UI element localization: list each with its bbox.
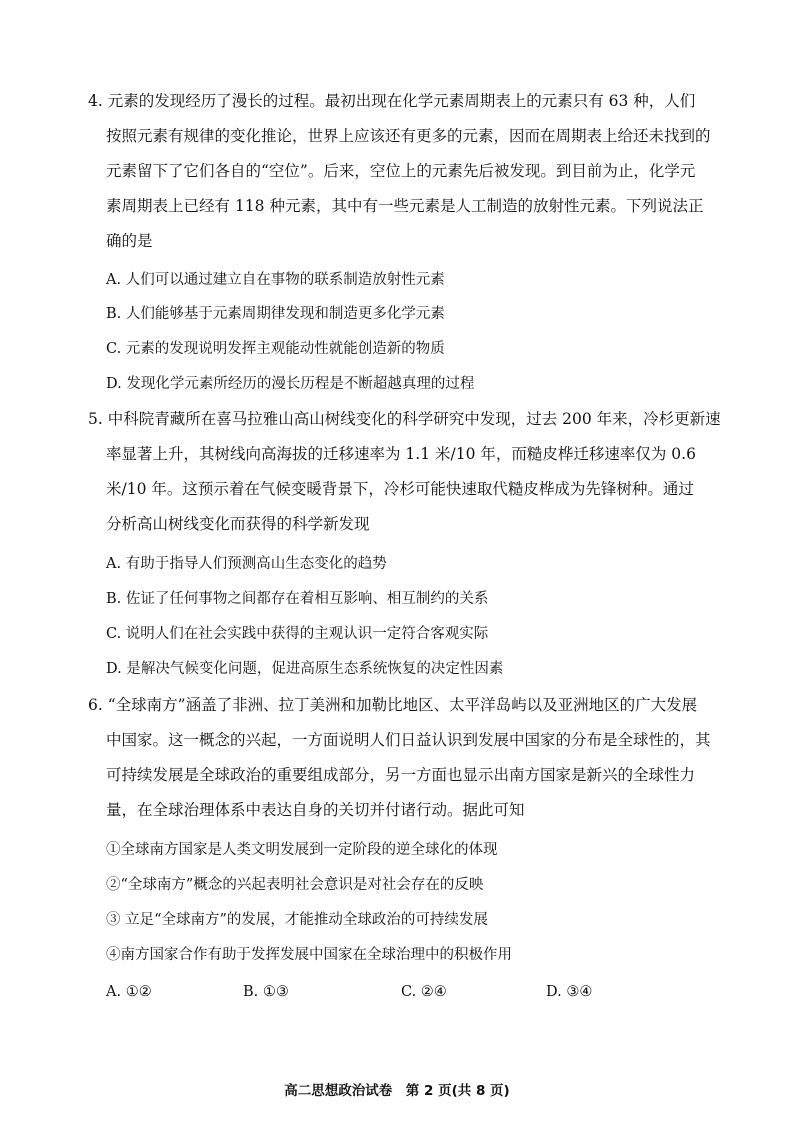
q6-choice-a: A. ①② <box>106 984 152 1000</box>
q6-choice-c: C. ②④ <box>401 984 447 1000</box>
q6-statement-4: ④南方国家合作有助于发挥发展中国家在全球治理中的积极作用 <box>106 947 512 963</box>
page-footer: 高二思想政治试卷 第 2 页(共 8 页) <box>284 1083 510 1099</box>
q6-line-2: 中国家。这一概念的兴起，一方面说明人们日益认识到发展中国家的分布是全球性的，其 <box>106 731 711 749</box>
q5-option-a: A. 有助于指导人们预测高山生态变化的趋势 <box>106 556 387 572</box>
q6-line-3: 可持续发展是全球政治的重要组成部分，另一方面也显示出南方国家是新兴的全球性力 <box>106 766 696 784</box>
q5-line-1: 5. 中科院青藏所在喜马拉雅山高山树线变化的科学研究中发现，过去 200 年来，冷杉更新速 <box>88 410 721 428</box>
q5-option-d: D. 是解决气候变化问题，促进高原生态系统恢复的决定性因素 <box>106 661 504 677</box>
q5-line-3: 米/10 年。这预示着在气候变暖背景下，冷杉可能快速取代糙皮桦成为先锋树种。通过 <box>106 480 694 498</box>
q4-option-c: C. 元素的发现说明发挥主观能动性就能创造新的物质 <box>106 341 445 357</box>
q6-statement-3: ③ 立足“全球南方”的发展，才能推动全球政治的可持续发展 <box>106 912 488 928</box>
q6-line-1: 6. “全球南方”涵盖了非洲、拉丁美洲和加勒比地区、太平洋岛屿以及亚洲地区的广大发展 <box>88 696 698 714</box>
q4-option-d: D. 发现化学元素所经历的漫长历程是不断超越真理的过程 <box>106 376 475 392</box>
q5-line-2: 率显著上升，其树线向高海拔的迁移速率为 1.1 米/10 年，而糙皮桦迁移速率仅为 0.6 <box>106 445 696 463</box>
q4-line-3: 元素留下了它们各自的“空位”。后来，空位上的元素先后被发现。到目前为止，化学元 <box>106 162 696 180</box>
q6-choice-d: D. ③④ <box>546 984 593 1000</box>
q4-line-1: 4. 元素的发现经历了漫长的过程。最初出现在化学元素周期表上的元素只有 63 种，人们 <box>88 92 696 110</box>
q4-line-4: 素周期表上已经有 118 种元素，其中有一些元素是人工制造的放射性元素。下列说法正 <box>106 197 704 215</box>
q5-option-c: C. 说明人们在社会实践中获得的主观认识一定符合客观实际 <box>106 626 489 642</box>
q4-option-a: A. 人们可以通过建立自在事物的联系制造放射性元素 <box>106 272 445 288</box>
q4-option-b: B. 人们能够基于元素周期律发现和制造更多化学元素 <box>106 306 445 322</box>
q6-statement-2: ②“全球南方”概念的兴起表明社会意识是对社会存在的反映 <box>106 877 484 893</box>
q5-option-b: B. 佐证了任何事物之间都存在着相互影响、相互制约的关系 <box>106 591 489 607</box>
q4-line-5: 确的是 <box>106 232 153 250</box>
q6-choice-b: B. ①③ <box>243 984 289 1000</box>
q6-statement-1: ①全球南方国家是人类文明发展到一定阶段的逆全球化的体现 <box>106 842 498 858</box>
q6-line-4: 量，在全球治理体系中表达自身的关切并付诸行动。据此可知 <box>106 801 525 819</box>
q5-line-4: 分析高山树线变化而获得的科学新发现 <box>106 515 370 533</box>
q4-line-2: 按照元素有规律的变化推论，世界上应该还有更多的元素，因而在周期表上给还未找到的 <box>106 127 711 145</box>
